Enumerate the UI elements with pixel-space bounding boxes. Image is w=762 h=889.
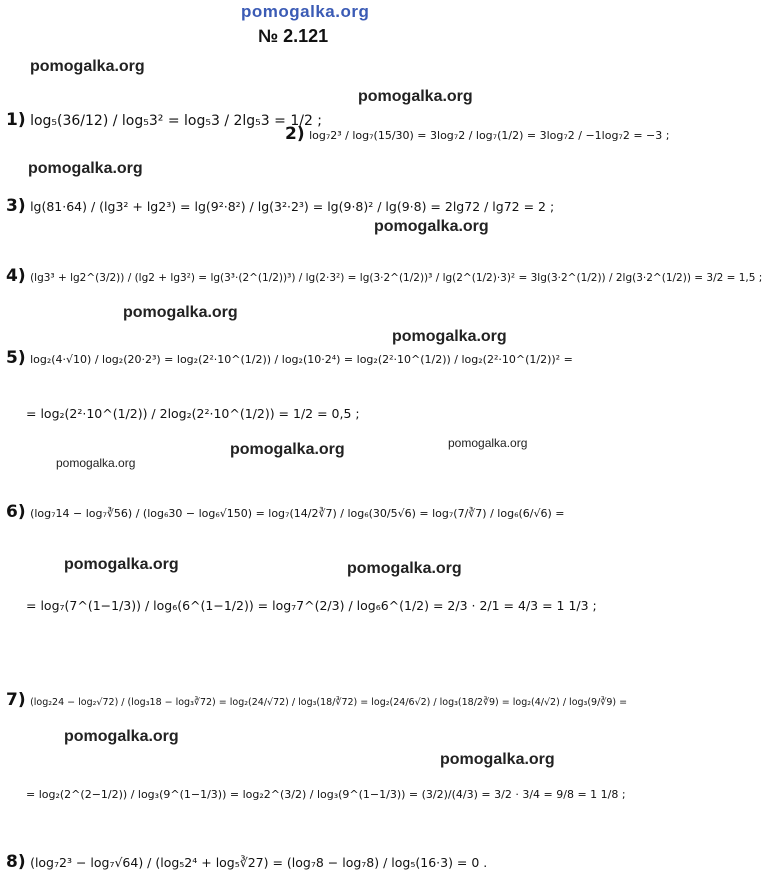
watermark: pomogalka.org [347,560,462,577]
watermark: pomogalka.org [392,328,507,345]
watermark: pomogalka.org [440,751,555,768]
item-expression: log₂(4·√10) / log₂(20·2³) = log₂(2²·10^(1/2)) / log₂(10·2⁴) = log₂(2²·10^(1/2)) / log₂(2²·10^(1/2))² = [30,353,573,366]
item-expression: (log₂24 − log₂√72) / (log₃18 − log₃∛72) = log₂(24/√72) / log₃(18/∛72) = log₂(24/6√2) / log₃(18/2∛9) = log₂(4/√2) / log₃(9/∛9) = [30,697,628,708]
item-label: 5) [6,348,26,368]
item-label: 7) [6,690,26,710]
watermark: pomogalka.org [64,728,179,745]
item-5 [6,348,573,368]
item-5-cont [26,406,360,422]
item-6 [6,502,565,522]
item-expression: = log₂(2²·10^(1/2)) / 2log₂(2²·10^(1/2)) = 1/2 = 0,5 ; [26,406,360,421]
watermark: pomogalka.org [358,88,473,105]
watermark: pomogalka.org [56,456,136,470]
watermark: pomogalka.org [230,441,345,458]
item-expression: lg(81·64) / (lg3² + lg2³) = lg(9²·8²) / lg(3²·2³) = lg(9·8)² / lg(9·8) = 2lg72 / lg72 = 2 ; [30,199,555,214]
item-label: 1) [6,110,26,130]
item-expression: log₇2³ / log₇(15/30) = 3log₇2 / log₇(1/2) = 3log₇2 / −1log₇2 = −3 ; [309,129,670,142]
watermark: pomogalka.org [64,556,179,573]
problem-number: № 2.121 [258,26,329,46]
watermark-top: pomogalka.org [241,2,370,21]
item-expression: (lg3³ + lg2^(3/2)) / (lg2 + lg3²) = lg(3³·(2^(1/2))³) / lg(2·3²) = lg(3·2^(1/2))³ / lg(2^(1/2)·3)² = 3lg(3·2^(1/2)) / 2lg(3·2^(1/2)) = 3/2 = 1,5 ; [30,272,762,284]
watermark: pomogalka.org [374,218,489,235]
item-expression: = log₂(2^(2−1/2)) / log₃(9^(1−1/3)) = log₂2^(3/2) / log₃(9^(1−1/3)) = (3/2)/(4/3) = 3/2 · 3/4 = 9/8 = 1 1/8 ; [26,788,626,801]
item-label: 4) [6,266,26,286]
item-expression: (log₇2³ − log₇√64) / (log₅2⁴ + log₅∛27) = (log₇8 − log₇8) / log₅(16·3) = 0 . [30,855,488,870]
item-6-cont [26,598,597,614]
item-7-cont [26,786,626,802]
item-7 [6,690,627,710]
item-4 [6,266,762,286]
item-3 [6,196,554,216]
item-2 [285,124,669,144]
watermark: pomogalka.org [448,436,528,450]
watermark: pomogalka.org [30,58,145,75]
item-expression: = log₇(7^(1−1/3)) / log₆(6^(1−1/2)) = log₇7^(2/3) / log₆6^(1/2) = 2/3 · 2/1 = 4/3 = 1 1/3 ; [26,598,597,613]
item-label: 8) [6,852,26,872]
watermark: pomogalka.org [123,304,238,321]
item-label: 6) [6,502,26,522]
item-expression: (log₇14 − log₇∛56) / (log₆30 − log₆√150) = log₇(14/2∛7) / log₆(30/5√6) = log₇(7/∛7) / log₆(6/√6) = [30,507,565,520]
item-label: 2) [285,124,305,144]
item-expression: log₅(36/12) / log₅3² = log₅3 / 2lg₅3 = 1/2 ; [30,113,323,129]
watermark: pomogalka.org [28,160,143,177]
item-1 [6,110,322,130]
item-label: 3) [6,196,26,216]
item-8 [6,852,487,872]
